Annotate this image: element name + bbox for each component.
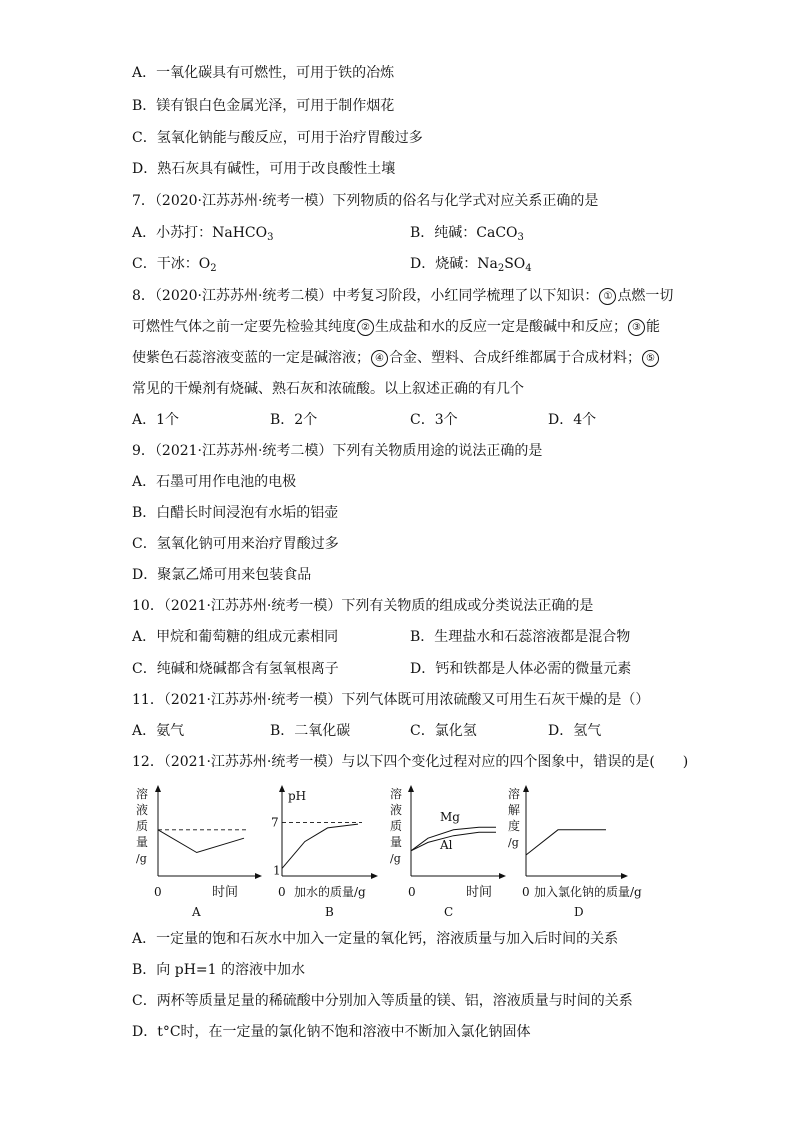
q8-stem-line1: 8．（2020·江苏苏州·统考二模）中考复习阶段，小红同学梳理了以下知识： ① 点燃一切 [132,288,674,304]
chart-a-ylabel-0: 溶 [136,787,149,801]
q8-stem-line4: 常见的干燥剂有烧碱、熟石灰和浓硫酸。以上叙述正确的有几个 [132,381,524,397]
q7-stem: 7．（2020·江苏苏州·统考一模）下列物质的俗名与化学式对应关系正确的是 [132,193,599,209]
q10-option-a: A．甲烷和葡萄糖的组成元素相同 [132,629,339,645]
marker-5: ⑤ [642,350,659,367]
q6-option-d: D．熟石灰具有碱性，可用于改良酸性土壤 [132,161,396,177]
chart-a-ylabel-4: /g [136,852,147,865]
chart-b-caption: B [325,905,334,919]
q11-option-a: A．氨气 [132,723,185,739]
chart-b-x-arrow [371,873,378,879]
chart-d-origin-label: 0 [522,885,530,899]
chart-c-caption: C [444,905,454,919]
chart-a-y-arrow [155,785,161,792]
q9-stem: 9．（2021·江苏苏州·统考二模）下列有关物质用途的说法正确的是 [132,443,543,459]
marker-2: ② [357,319,374,336]
q7-option-c: C．干冰：$O_2$ [132,256,217,274]
chart-c-series-mg [411,827,496,851]
q9-option-c: C．氢氧化钠可用来治疗胃酸过多 [132,536,339,552]
chart-a-ylabel-3: 量 [136,835,149,849]
q11-option-d: D．氢气 [548,723,602,739]
chart-d-ylabel-3: /g [508,836,519,849]
chart-d-ylabel-1: 解 [508,803,521,817]
chart-d-x-arrow [621,873,628,879]
marker-4: ④ [371,350,388,367]
chart-a-x-arrow [255,873,262,879]
chart-a [128,784,268,920]
chart-d-caption: D [574,905,584,919]
q12-option-c: C．两杯等质量足量的稀硫酸中分别加入等质量的镁、铝，溶液质量与时间的关系 [132,993,633,1009]
q9-option-d: D．聚氯乙烯可用来包装食品 [132,567,312,583]
chart-c-label-mg: Mg [440,810,460,824]
chart-a-origin-label: 0 [154,885,162,899]
chart-c-ylabel-1: 液 [390,803,403,817]
q8-option-d: D．4个 [548,412,597,428]
chart-c-ylabel-4: /g [390,852,401,865]
chart-d-ylabel-2: 度 [508,819,521,833]
chart-b-xlabel: 加水的质量/g [294,885,366,899]
chart-b [268,784,384,920]
chart-b-y-arrow [279,785,285,792]
chart-d-series-line [526,830,606,855]
chart-b-series-line [282,824,358,868]
chart-a-ylabel-1: 液 [136,803,149,817]
q7-option-b: B．纯碱：CaCO$_3$ [410,225,524,243]
chart-c-y-arrow [408,785,414,792]
chart-d-y-arrow [523,785,529,792]
chart-c-ylabel-3: 量 [390,835,403,849]
q12-stem: 12．（2021·江苏苏州·统考一模）与以下四个变化过程对应的四个图象中，错误的是( ) [132,754,689,770]
chart-b-tick-7: 7 [271,815,279,830]
chart-c [384,784,510,920]
q8-stem-line3: 使紫色石蕊溶液变蓝的一定是碱溶液； ④ 合金、塑料、合成纤维都属于合成材料； ⑤ [132,348,660,368]
q11-option-c: C．氯化氢 [410,723,477,739]
chart-c-origin-label: 0 [408,885,416,899]
q7-option-a: A．小苏打：NaHCO$_3$ [132,225,274,243]
marker-3: ③ [628,319,645,336]
q12-option-d: D．t°C时，在一定量的氯化钠不饱和溶液中不断加入氯化钠固体 [132,1024,531,1040]
q8-option-c: C．3个 [410,412,458,428]
chart-c-xlabel: 时间 [466,885,493,900]
q11-stem: 11．（2021·江苏苏州·统考一模）下列气体既可用浓硫酸又可用生石灰干燥的是（） [132,692,650,708]
q10-stem: 10．（2021·江苏苏州·统考一模）下列有关物质的组成或分类说法正确的是 [132,598,594,614]
q8-option-b: B．2个 [270,412,318,428]
q11-option-b: B．二氧化碳 [270,723,351,739]
q6-option-c: C．氢氧化钠能与酸反应，可用于治疗胃酸过多 [132,130,423,146]
q12-option-a: A．一定量的饱和石灰水中加入一定量的氧化钙，溶液质量与加入后时间的关系 [132,931,619,947]
q12-option-b: B．向 pH=1 的溶液中加水 [132,962,305,978]
chart-d [506,784,662,920]
chart-b-tick-1: 1 [273,863,281,878]
chart-a-caption: A [192,905,201,919]
q10-option-b: B．生理盐水和石蕊溶液都是混合物 [410,629,631,645]
q8-stem-line2: 可燃性气体之前一定要先检验其纯度 ② 生成盐和水的反应一定是酸碱中和反应； ③ 能 [132,319,660,335]
q9-option-b: B．白醋长时间浸泡有水垢的铝壶 [132,505,339,521]
chart-a-ylabel-2: 质 [136,819,149,833]
q8-option-a: A．1个 [132,412,180,428]
chart-c-ylabel-0: 溶 [390,787,403,801]
chart-b-ylabel: pH [288,789,307,803]
q6-option-b: B．镁有银白色金属光泽，可用于制作烟花 [132,98,395,114]
chart-a-series-line [158,830,244,853]
chart-c-label-al: Al [440,838,453,852]
chart-d-ylabel-0: 溶 [508,787,521,801]
chart-d-xlabel: 加入氯化钠的质量/g [534,885,642,899]
q7-option-d: D．烧碱：$Na_2SO_4$ [410,256,532,274]
chart-c-x-arrow [499,873,506,879]
marker-1: ① [599,288,616,305]
chart-b-origin-label: 0 [278,885,286,899]
q10-option-c: C．纯碱和烧碱都含有氢氧根离子 [132,661,339,677]
q10-option-d: D．钙和铁都是人体必需的微量元素 [410,661,632,677]
chart-c-ylabel-2: 质 [390,819,403,833]
chart-a-xlabel: 时间 [212,885,239,900]
q6-option-a: A．一氧化碳具有可燃性，可用于铁的冶炼 [132,65,395,81]
q9-option-a: A．石墨可用作电池的电极 [132,474,297,490]
